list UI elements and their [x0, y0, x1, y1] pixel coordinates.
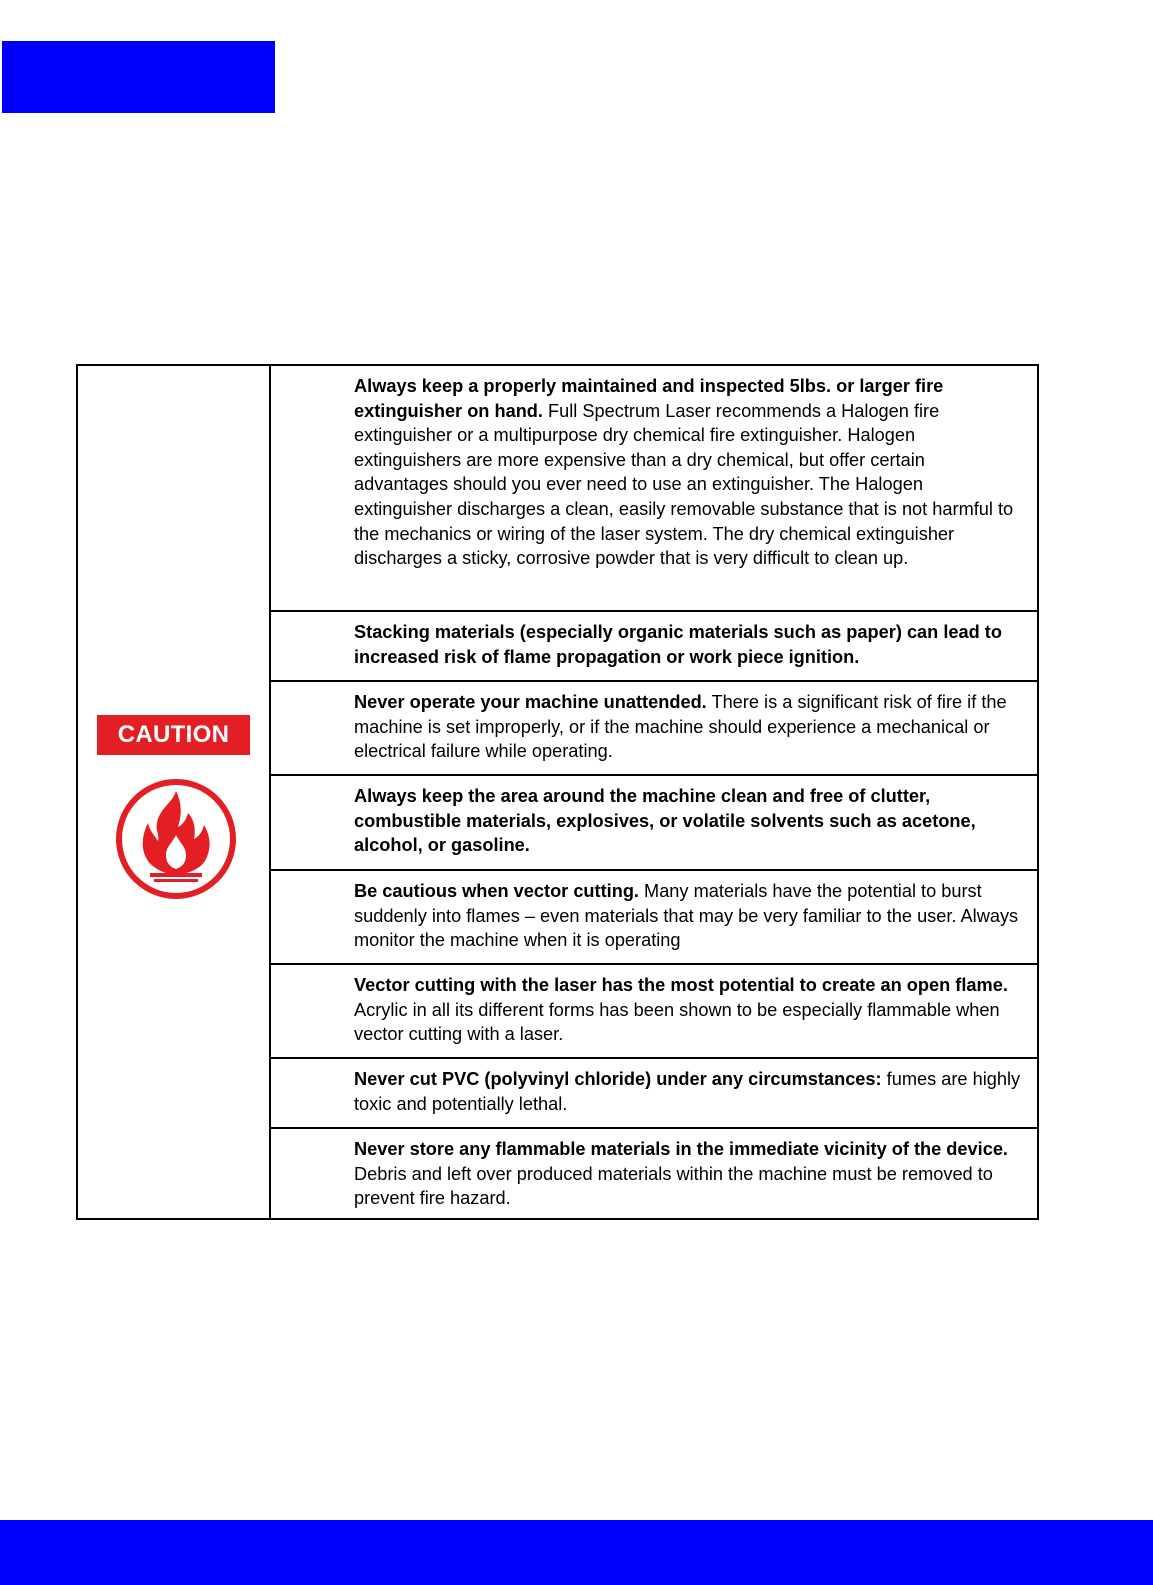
safety-row-storage [271, 1127, 1037, 1218]
safety-row-vector-caution [271, 869, 1037, 963]
safety-row-open-flame [271, 963, 1037, 1057]
row-heading: Always keep a properly maintained and inspected 5lbs. or larger fire extinguisher on hand. [354, 376, 944, 421]
row-heading: Never store any flammable materials in the immediate vicinity of the device. [354, 1139, 1008, 1159]
row-heading: Never operate your machine unattended. [354, 692, 707, 712]
row-text: fumes are highly toxic and potentially lethal. [354, 1069, 1021, 1114]
row-text: There is a significant risk of fire if the machine is set improperly, or if the machine should experience a mechanical or electrical failure while operating. [354, 692, 1007, 762]
hazard-icon-column [78, 366, 271, 1218]
safety-row-pvc [271, 1057, 1037, 1127]
header-brand-block [2, 41, 275, 113]
row-heading: Be cautious when vector cutting. [354, 881, 639, 901]
footer-brand-bar [0, 1520, 1153, 1585]
caution-label: CAUTION [97, 715, 250, 755]
safety-row-stacking [271, 610, 1037, 680]
row-text: Full Spectrum Laser recommends a Halogen fire extinguisher or a multipurpose dry chemical fire extinguisher. Halogen extinguishers are more expensive than a dry chemical, but offer certain advantages should you ever need to use an extinguisher. The Halogen extinguisher discharges a clean, easily removable substance that is not harmful to the mechanics or wiring of the laser system. The dry chemical extinguisher discharges a sticky, corrosive powder that is very difficult to clean up. [354, 400, 1014, 569]
row-heading: Always keep the area around the machine clean and free of clutter, combustible materials, explosives, or volatile solvents such as acetone, alcohol, or gasoline. [354, 786, 976, 856]
row-heading: Vector cutting with the laser has the most potential to create an open flame. [354, 975, 1008, 995]
fire-hazard-icon [114, 777, 238, 901]
safety-row-unattended [271, 680, 1037, 774]
row-heading: Never cut PVC (polyvinyl chloride) under any circumstances: [354, 1069, 882, 1089]
row-heading: Stacking materials (especially organic materials such as paper) can lead to increased risk of flame propagation or work piece ignition. [354, 622, 1002, 667]
safety-rows [271, 366, 1037, 1218]
row-text: Debris and left over produced materials within the machine must be removed to prevent fire hazard. [354, 1163, 993, 1209]
row-text: Many materials have the potential to burst suddenly into flames – even materials that may be very familiar to the user. Always monitor the machine when it is operating [354, 881, 1019, 951]
safety-row-extinguisher [271, 366, 1037, 610]
fire-safety-table [76, 364, 1039, 1220]
safety-row-clutter [271, 774, 1037, 869]
row-text: Acrylic in all its different forms has been shown to be especially flammable when vector cutting with a laser. [354, 999, 1000, 1045]
